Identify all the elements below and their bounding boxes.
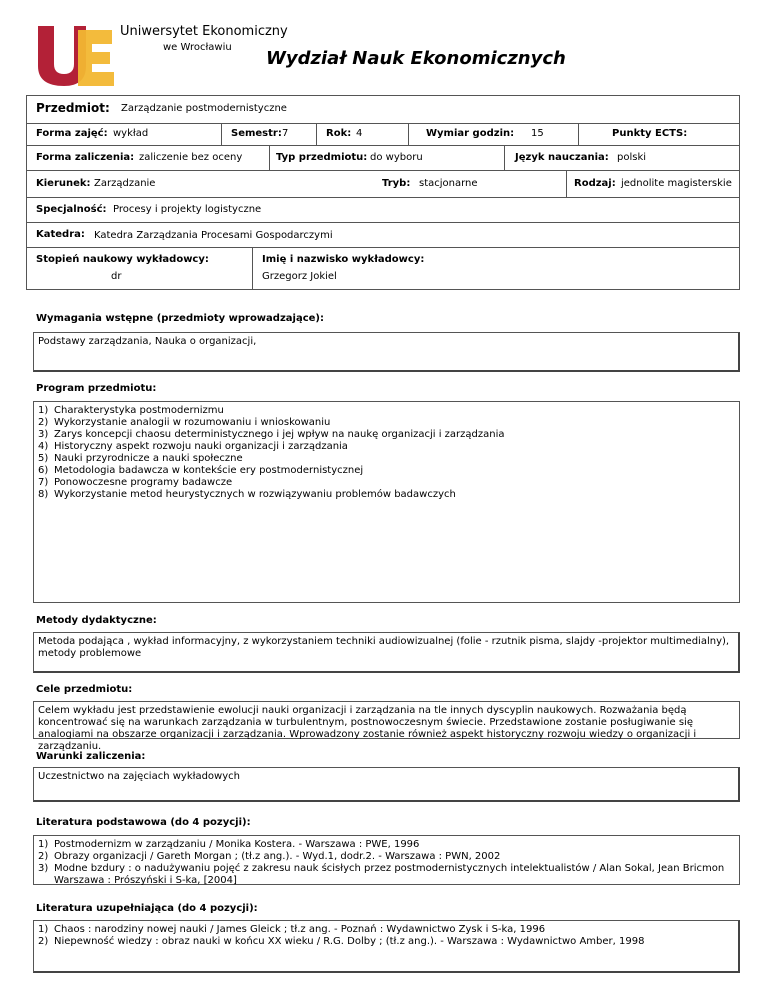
- university-name: Uniwersytet Ekonomiczny: [120, 24, 288, 39]
- form-value: wykład: [113, 128, 149, 139]
- field-row: [26, 171, 740, 198]
- specialty-row: [26, 198, 740, 223]
- list-item: 1) Charakterystyka postmodernizmu: [38, 405, 224, 416]
- form-row: [26, 124, 740, 146]
- goals-text: Celem wykładu jest przedstawienie ewolucji nauki organizacji i zarządzania na tle innych dyscyplin naukowych. Rozważania będą koncentrować się na warunkach zarządzania w turbulentnym, postnowoczesnym świecie. Przedstawione zostanie posługiwanie się analogiami na obszarze organizacji i zarządzania. Wprowadzony zostanie również aspekt historyczny rozwoju wiedzy o organizacji i zarządzaniu.: [38, 705, 697, 752]
- university-city: we Wrocławiu: [163, 42, 232, 53]
- lecturer-value: Grzegorz Jokiel: [262, 271, 337, 282]
- list-item: 7) Ponowoczesne programy badawcze: [38, 477, 233, 488]
- prereq-title: Wymagania wstępne (przedmioty wprowadzające):: [36, 313, 324, 324]
- list-item: 5) Nauki przyrodnicze a nauki społeczne: [38, 453, 243, 464]
- specialty-value: Procesy i projekty logistyczne: [113, 204, 262, 215]
- lit-basic-list: [38, 839, 735, 887]
- conditions-box: [33, 767, 740, 802]
- list-item: 3) Modne bzdury : o nadużywaniu pojęć z zakresu nauk ścisłych przez postmodernistycznych intelektualistów / Alan Sokal, Jean Bricmon Warszawa : Prószyński i S-ka, [2004]: [38, 863, 725, 886]
- degree-label: Stopień naukowy wykładowcy:: [36, 254, 209, 265]
- type-value: do wyboru: [370, 152, 423, 163]
- list-item: 4) Historyczny aspekt rozwoju nauki organizacji i zarządzania: [38, 441, 348, 452]
- ects-label: Punkty ECTS:: [612, 128, 688, 139]
- type-label: Typ przedmiotu:: [276, 152, 368, 163]
- degree-value: dr: [111, 271, 122, 282]
- mode-value: stacjonarne: [419, 178, 478, 189]
- credit-label: Forma zaliczenia:: [36, 152, 135, 163]
- list-item: 1) Chaos : narodziny nowej nauki / James Gleick ; tł.z ang. - Poznań : Wydawnictwo Zysk i S-ka, 1996: [38, 924, 546, 935]
- subject-value: Zarządzanie postmodernistyczne: [121, 103, 287, 114]
- program-box: [33, 401, 740, 603]
- list-item: 2) Wykorzystanie analogii w rozumowaniu i wnioskowaniu: [38, 417, 331, 428]
- list-item: 3) Zarys koncepcji chaosu deterministycznego i jej wpływ na naukę organizacji i zarządzania: [38, 429, 505, 440]
- subject-row: [26, 95, 740, 124]
- conditions-text: Uczestnictwo na zajęciach wykładowych: [38, 771, 240, 782]
- subject-label: Przedmiot:: [36, 101, 110, 115]
- year-label: Rok:: [326, 128, 352, 139]
- list-item: 2) Obrazy organizacji / Gareth Morgan ; (tł.z ang.). - Wyd.1, dodr.2. - Warszawa : PWN, 2002: [38, 851, 501, 862]
- department-label: Katedra:: [36, 229, 85, 240]
- department-row: [26, 223, 740, 248]
- conditions-title: Warunki zaliczenia:: [36, 751, 146, 762]
- prereq-text: Podstawy zarządzania, Nauka o organizacji,: [38, 336, 257, 347]
- lit-extra-list: [38, 924, 734, 948]
- specialty-label: Specjalność:: [36, 204, 107, 215]
- field-label: Kierunek:: [36, 178, 91, 189]
- form-label: Forma zajęć:: [36, 128, 108, 139]
- list-item: 6) Metodologia badawcza w kontekście ery postmodernistycznej: [38, 465, 364, 476]
- lecturer-row: [26, 248, 740, 290]
- goals-title: Cele przedmiotu:: [36, 684, 133, 695]
- lecturer-label: Imię i nazwisko wykładowcy:: [262, 254, 425, 265]
- kind-label: Rodzaj:: [574, 178, 616, 189]
- lit-basic-title: Literatura podstawowa (do 4 pozycji):: [36, 817, 251, 828]
- list-item: 1) Postmodernizm w zarządzaniu / Monika Kostera. - Warszawa : PWE, 1996: [38, 839, 420, 850]
- credit-value: zaliczenie bez oceny: [139, 152, 243, 163]
- lit-basic-box: [33, 835, 740, 885]
- credit-row: [26, 146, 740, 171]
- mode-label: Tryb:: [382, 178, 411, 189]
- faculty-title: Wydział Nauk Ekonomicznych: [266, 48, 566, 69]
- methods-box: [33, 632, 740, 673]
- department-value: Katedra Zarządzania Procesami Gospodarczymi: [94, 230, 333, 241]
- lit-extra-box: [33, 920, 740, 973]
- methods-title: Metody dydaktyczne:: [36, 615, 157, 626]
- program-list: [38, 405, 735, 501]
- lit-extra-title: Literatura uzupełniająca (do 4 pozycji):: [36, 903, 258, 914]
- methods-text: Metoda podająca , wykład informacyjny, z wykorzystaniem techniki audiowizualnej (folie - rzutnik pisma, slajdy -projektor multimedialny), metody problemowe: [38, 636, 730, 659]
- program-title: Program przedmiotu:: [36, 383, 157, 394]
- semester-value: 7: [282, 128, 289, 139]
- kind-value: jednolite magisterskie: [621, 178, 732, 189]
- year-value: 4: [356, 128, 363, 139]
- list-item: 8) Wykorzystanie metod heurystycznych w rozwiązywaniu problemów badawczych: [38, 489, 456, 500]
- hours-value: 15: [531, 128, 544, 139]
- language-label: Język nauczania:: [515, 152, 609, 163]
- hours-label: Wymiar godzin:: [426, 128, 515, 139]
- prereq-box: [33, 332, 740, 372]
- semester-label: Semestr:: [231, 128, 282, 139]
- goals-box: [33, 701, 740, 752]
- list-item: 2) Niepewność wiedzy : obraz nauki w końcu XX wieku / R.G. Dolby ; (tł.z ang.). - Warszawa : Wydawnictwo Amber, 1998: [38, 936, 645, 947]
- language-value: polski: [617, 152, 647, 163]
- field-value: Zarządzanie: [94, 178, 156, 189]
